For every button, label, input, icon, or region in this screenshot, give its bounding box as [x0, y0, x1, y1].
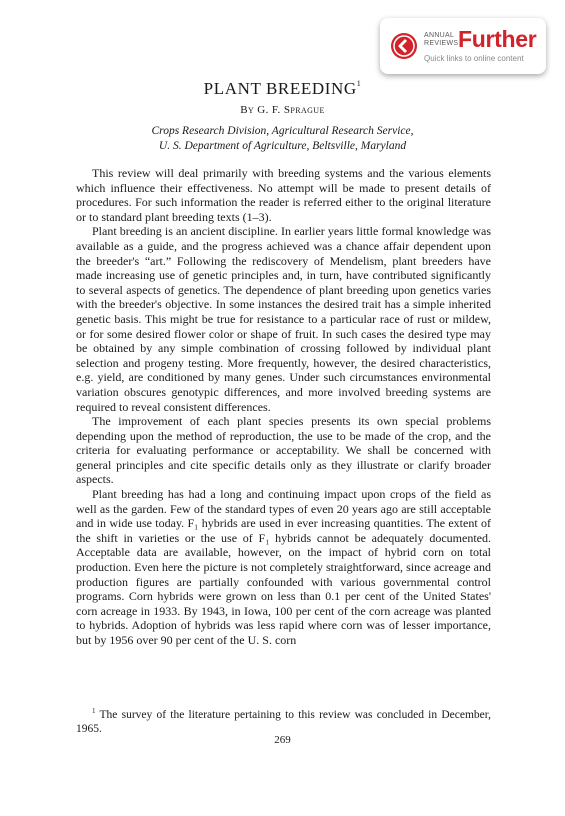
annual-reviews-wordmark: ANNUAL REVIEWS [424, 32, 459, 47]
paragraph-intro: This review will deal primarily with breeding systems and the various elements which influence their effectiveness. No attempt will be made to present details of procedures. For such information the reader is referred either to the original literature or to standard plant breeding texts (1–3). [76, 166, 491, 224]
footnote [76, 704, 491, 736]
affiliation-line-1: Crops Research Division, Agricultural Research Service, [151, 125, 414, 137]
badge-tagline: Quick links to online content [424, 54, 524, 63]
paragraph-impact: Plant breeding has had a long and continuing impact upon crops of the field as well as the garden. Few of the standard types of even 20 years ago are still acceptable and in wide use today. F₁ hybrids are used in ever increasing quantities. The extent of the shift in varieties or the use of F₁ hybrids cannot be adequately documented. Acceptable data are available, however, on the impact of hybrid corn on total production. Even here the picture is not completely straightforward, since acreage and production figures are partially confounded with various governmental control programs. Corn hybrids were grown on less than 0.1 per cent of the United States' corn acreage in 1933. By 1943, in Iowa, 100 per cent of the corn acreage was planted to hybrids. Adoption of hybrids was less rapid where corn was of lesser importance, but by 1956 over 90 per cent of the U. S. corn [76, 487, 491, 647]
byline-text: By G. F. Sprague [240, 104, 325, 116]
article-body [76, 166, 491, 648]
article-title: PLANT BREEDING$^1$ [203, 79, 362, 98]
paragraph-history: Plant breeding is an ancient discipline. In earlier years little formal knowledge was available as a guide, and the progress achieved was a chance affair dependent upon the breeder's “art.” Following the rediscovery of Mendelism, plant breeders have made increasing use of genetic principles and, in turn, have contributed significantly to several aspects of genetics. The dependence of plant breeding upon genetics varies with the breeder's objective. In some instances the desired trait has a simple inherited genetic basis. This might be true for resistance to a particular race of rust or mildew, or for some desired flower color or shape of fruit. In such cases the desired type may be obtained by any simple combination of crossing followed by individual plant selection and progeny testing. More frequently, however, the desired characteristics, e.g. yield, are conditioned by many genes. Under such circumstances environmental variation obscures genotypic differences, and more involved breeding systems are required to reveal consistent differences. [76, 224, 491, 414]
further-arrow-icon [390, 32, 418, 60]
footnote-text: The survey of the literature pertaining to this review was concluded in December, 1965. [76, 708, 491, 735]
further-wordmark: Further [458, 26, 537, 52]
title-footnote-mark[interactable]: 1 [356, 79, 362, 88]
footnote-mark: 1 [92, 707, 96, 715]
author-byline [0, 104, 565, 116]
affiliation-line-2: U. S. Department of Agriculture, Beltsville, Maryland [158, 140, 407, 152]
annual-reviews-further-badge[interactable] [380, 18, 546, 74]
page-number: 269 [274, 734, 291, 746]
paragraph-improvement: The improvement of each plant species presents its own special problems depending upon the method of reproduction, the use to be made of the crop, and the criteria for evaluating performance or acceptability. We shall be concerned with general principles and cite specific details only as they illustrate or clarify broader aspects. [76, 414, 491, 487]
